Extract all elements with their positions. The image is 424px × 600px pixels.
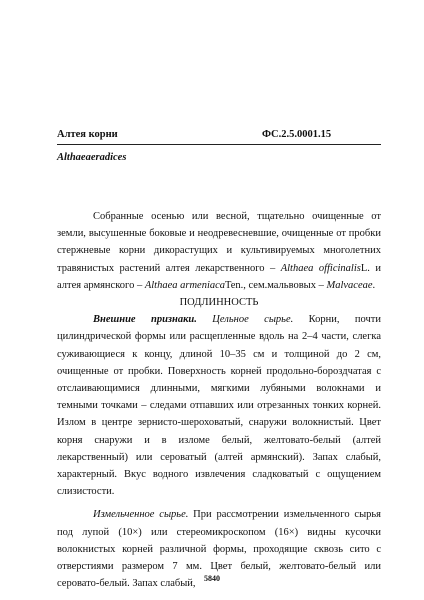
external-signs-label: Внешние признаки. [93, 314, 197, 326]
whole-raw-label: Цельное сырье. [212, 314, 294, 326]
crushed-text: При рассмотрении измельченного сырья под лупой (10×) или стереомикроскопом (16×) видны кусочки волокнистых корней различной формы, проходящие сквозь сито с отверстиями размером 7 мм. Цвет белый, желтовато-белый или серовато-белый. Запах слабый, [57, 509, 381, 590]
latin-name: Althaeaeradices [57, 152, 127, 163]
external-signs-text: Корни, почти цилиндрической формы или расщепленные вдоль на 2–4 части, слегка суживающиеся к концу, длиной 10–35 см и толщиной до 2 см, очищенные от пробки. Поверхность корней продольно-бороздчатая с отслаивающимися длинными, мягкими лубяными волокнами и темными точками – следами отпавших или отрезанных тонких корней. Излом в центре зернисто-шероховатый, снаружи волокнистый. Цвет корня снаружи и в изломе белый, желтовато-белый (алтей лекарственный) или сероватый (алтей армянский). Запах слабый, характерный. Вкус водного извлечения сладковатый с ощущением слизистости. [57, 314, 381, 498]
intro-text-3: Ten., сем.мальвовых – [225, 279, 327, 291]
page-number: 5840 [204, 574, 220, 583]
monograph-code: ФС.2.5.0001.15 [262, 129, 332, 140]
family-name: Malvaceae [326, 279, 373, 291]
document-body [57, 208, 381, 592]
header-rule [57, 144, 381, 145]
external-signs-paragraph [57, 311, 381, 500]
intro-text-1: Собранные осенью или весной, тщательно очищенные от земли, высушенные боковые и неодревесневшие, очищенные от пробки стержневые корни дикорастущих и культивируемых многолетних травянистых растений алтея лекарственного – [57, 211, 381, 274]
crushed-raw-label: Измельченное сырье. [93, 509, 189, 521]
species-armeniaca: Althaea armeniaca [144, 279, 226, 291]
monograph-title: Алтея корни [57, 129, 118, 140]
section-heading: ПОДЛИННОСТЬ [179, 297, 259, 309]
intro-text-2: L. и алтея армянского – [57, 262, 381, 291]
intro-end: . [372, 279, 376, 291]
intro-paragraph [57, 208, 381, 294]
species-officinalis: Althaea officinalis [280, 262, 361, 274]
